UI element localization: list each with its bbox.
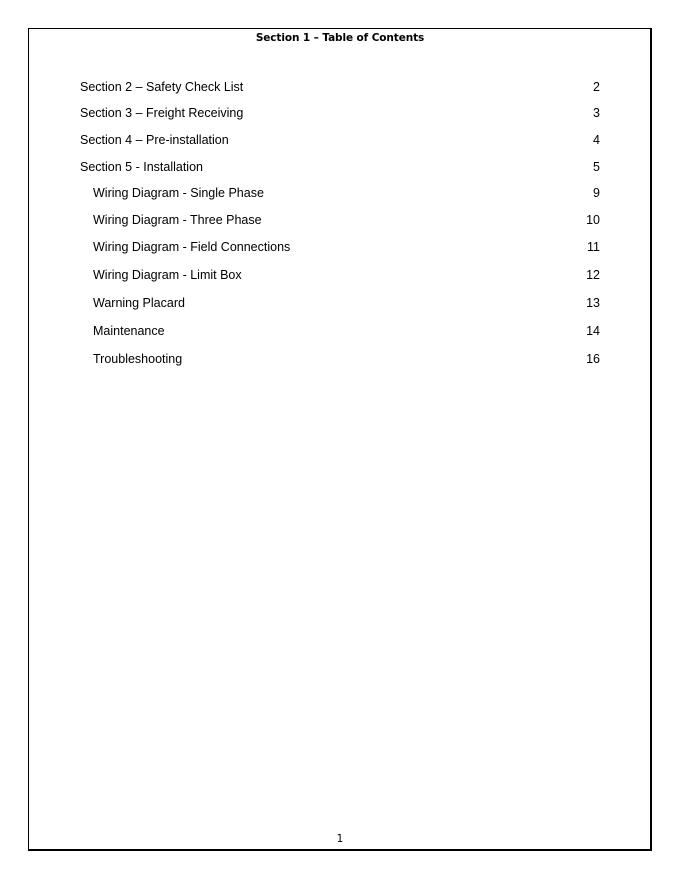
page-number: 1 — [336, 833, 344, 845]
toc-entry-label: Troubleshooting — [93, 352, 183, 366]
toc-entry-troubleshooting[interactable] — [0, 351, 680, 367]
toc-entry-page: 2 — [593, 80, 600, 94]
toc-entry-label: Wiring Diagram - Single Phase — [93, 186, 264, 200]
toc-entry-label: Section 3 – Freight Receiving — [80, 106, 244, 120]
toc-entry-page: 11 — [587, 240, 600, 254]
toc-entry-wiring-three-phase[interactable] — [0, 212, 680, 228]
toc-entry-warning-placard[interactable] — [0, 295, 680, 311]
toc-entry-label: Section 5 - Installation — [80, 160, 203, 174]
toc-entry-freight-receiving[interactable] — [0, 105, 680, 121]
toc-entry-wiring-limit-box[interactable] — [0, 267, 680, 283]
toc-entry-label: Maintenance — [93, 324, 165, 338]
toc-entry-wiring-single-phase[interactable] — [0, 185, 680, 201]
toc-entry-page: 9 — [593, 186, 600, 200]
page-title: Section 1 – Table of Contents — [255, 32, 425, 44]
toc-entry-page: 16 — [586, 352, 600, 366]
toc-entry-label: Wiring Diagram - Field Connections — [93, 240, 291, 254]
toc-entry-safety-check-list[interactable] — [0, 79, 680, 95]
toc-entry-wiring-field-connections[interactable] — [0, 239, 680, 255]
toc-entry-pre-installation[interactable] — [0, 132, 680, 148]
toc-entry-page: 14 — [586, 324, 600, 338]
toc-entry-page: 10 — [586, 213, 600, 227]
toc-entry-maintenance[interactable] — [0, 323, 680, 339]
toc-entry-label: Section 4 – Pre-installation — [80, 133, 229, 147]
toc-entry-installation[interactable] — [0, 159, 680, 175]
toc-entry-page: 12 — [586, 268, 600, 282]
toc-entry-page: 4 — [593, 133, 600, 147]
toc-entry-label: Section 2 – Safety Check List — [80, 80, 244, 94]
toc-entry-label: Warning Placard — [93, 296, 185, 310]
toc-entry-label: Wiring Diagram - Limit Box — [93, 268, 242, 282]
toc-entry-page: 3 — [593, 106, 600, 120]
toc-entry-page: 13 — [586, 296, 600, 310]
toc-entry-label: Wiring Diagram - Three Phase — [93, 213, 262, 227]
toc-entry-page: 5 — [593, 160, 600, 174]
